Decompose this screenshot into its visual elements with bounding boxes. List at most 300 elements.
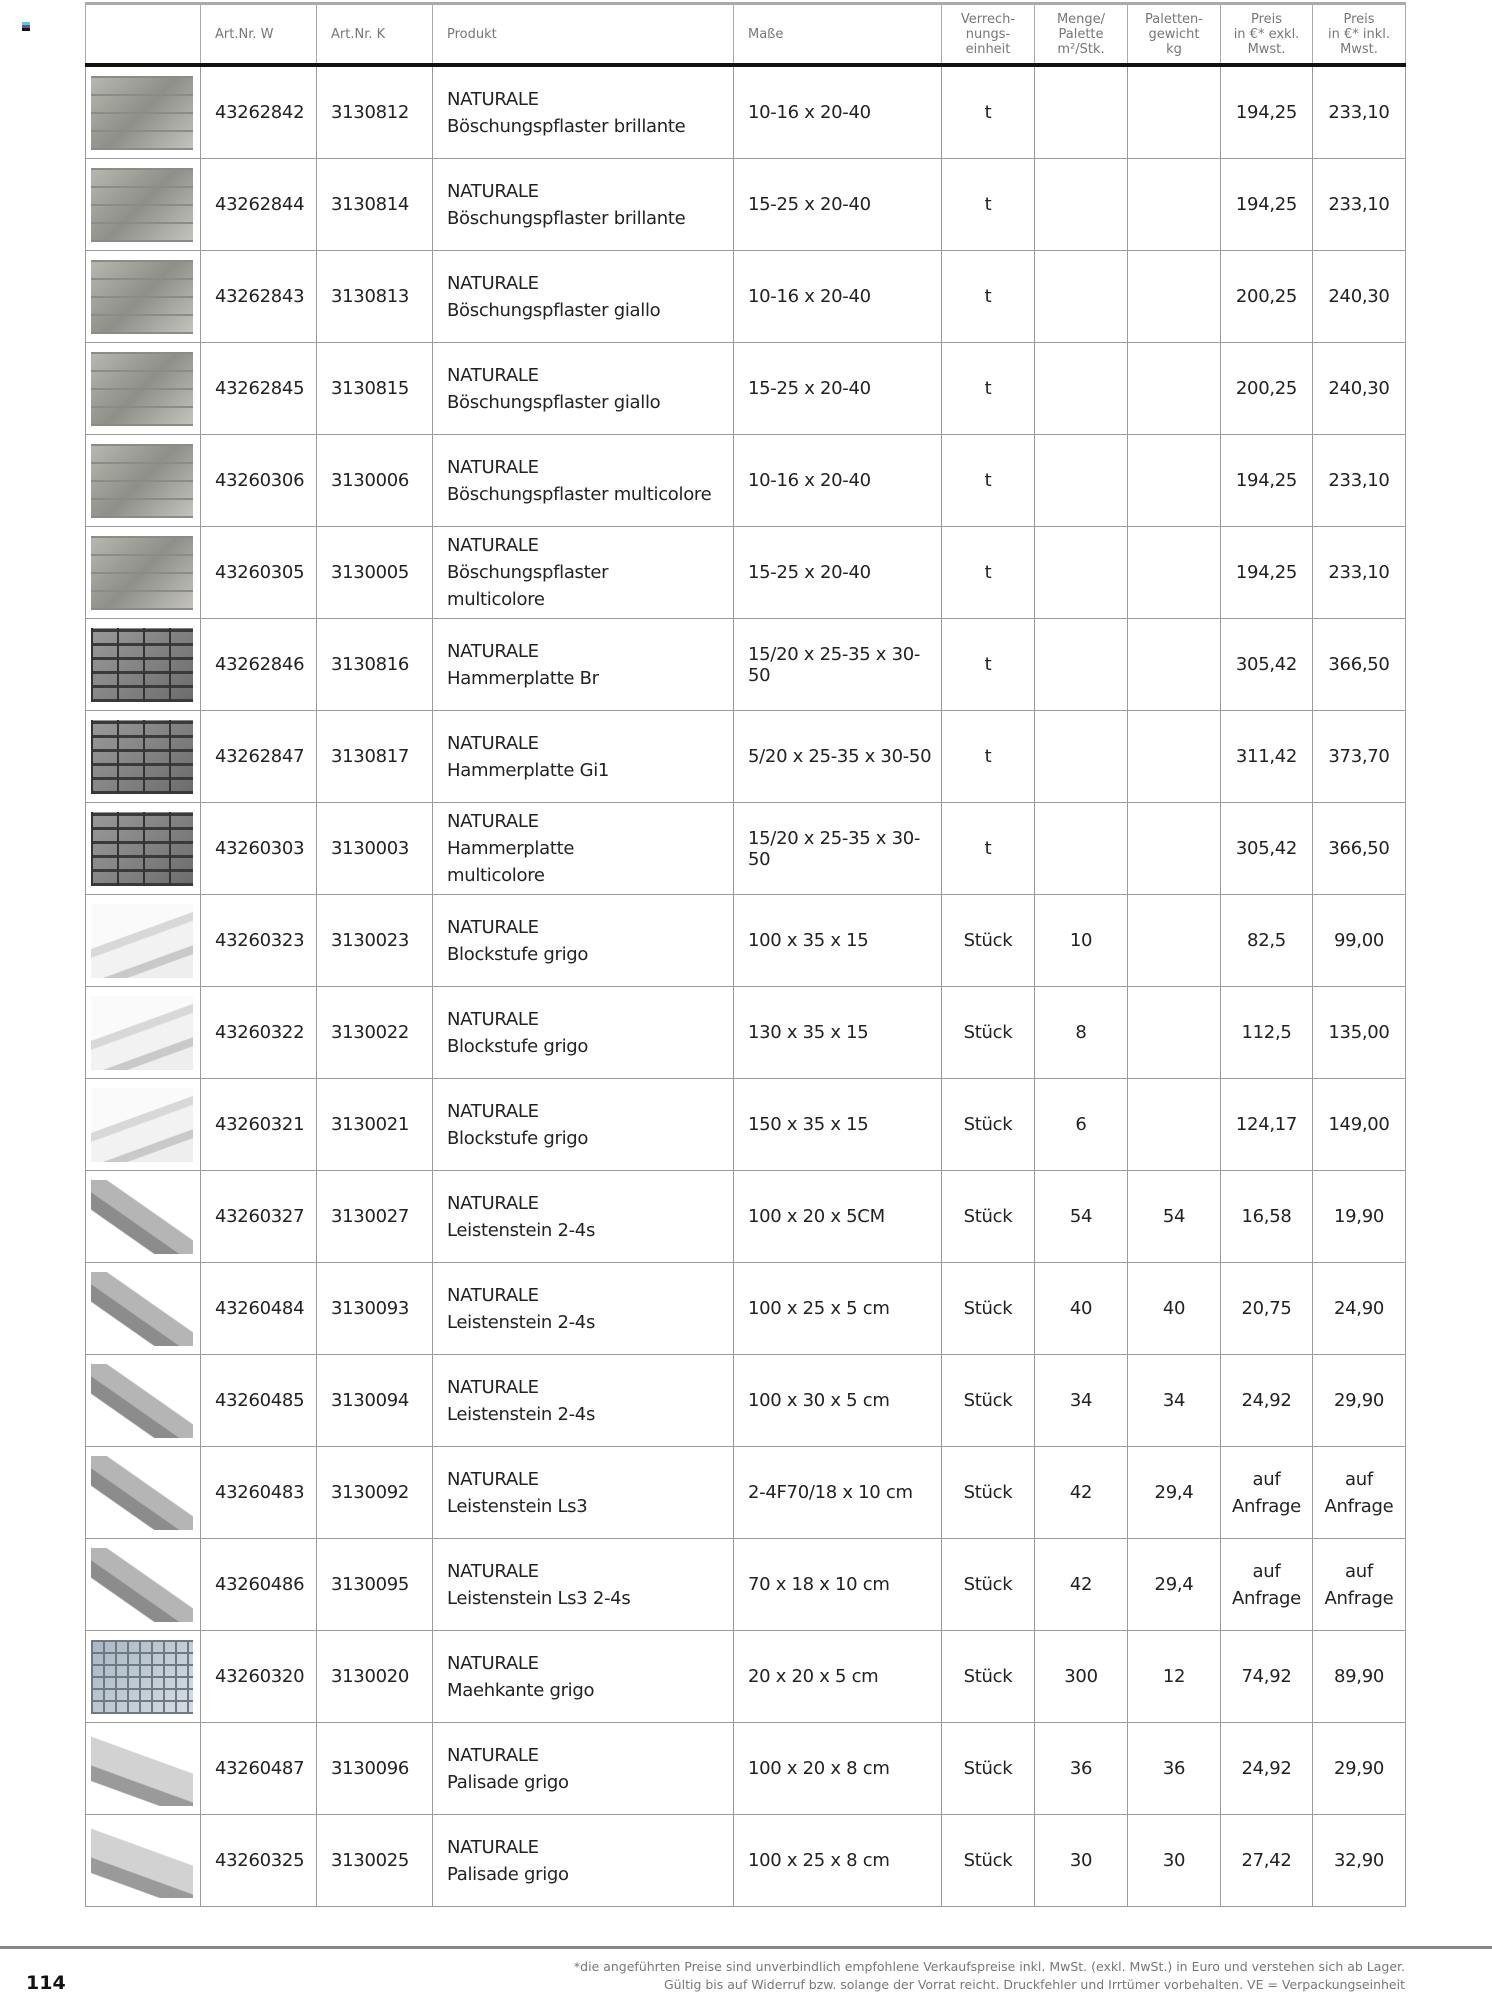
product-name-line: Leistenstein 2-4s — [447, 1219, 596, 1241]
price-incl-vat: 29,90 — [1313, 1723, 1406, 1815]
art-nr-w: 43262844 — [201, 159, 317, 251]
price-incl-vat: 233,10 — [1313, 159, 1406, 251]
art-nr-k: 3130096 — [317, 1723, 433, 1815]
art-nr-k: 3130025 — [317, 1815, 433, 1907]
billing-unit: Stück — [942, 1171, 1035, 1263]
product-name-line: Hammerplatte Gi1 — [447, 759, 610, 781]
quantity-per-pallet — [1035, 159, 1128, 251]
dimensions: 130 x 35 x 15 — [734, 987, 942, 1079]
table-row — [86, 1447, 1406, 1539]
product-image-cell — [86, 803, 201, 895]
product-image-cell — [86, 1263, 201, 1355]
art-nr-k: 3130813 — [317, 251, 433, 343]
footer-note-line-2: Gültig bis auf Widerruf bzw. solange der Vorrat reicht. Druckfehler und Irrtümer vorbehalten. VE = Verpackungseinheit — [664, 1977, 1405, 1992]
pallet-weight: 34 — [1128, 1355, 1221, 1447]
price-incl-vat: 32,90 — [1313, 1815, 1406, 1907]
price-excl-vat: 305,42 — [1221, 619, 1313, 711]
table-row — [86, 1631, 1406, 1723]
product-image-cell — [86, 1079, 201, 1171]
product-image-cell — [86, 1171, 201, 1263]
table-row — [86, 987, 1406, 1079]
price-excl-vat: 200,25 — [1221, 343, 1313, 435]
price-excl-vat: 82,5 — [1221, 895, 1313, 987]
product-image-cell — [86, 1447, 201, 1539]
billing-unit: t — [942, 527, 1035, 619]
price-excl-vat: 194,25 — [1221, 159, 1313, 251]
dimensions: 2-4F70/18 x 10 cm — [734, 1447, 942, 1539]
product-name — [433, 1723, 734, 1815]
table-row — [86, 1263, 1406, 1355]
quantity-per-pallet — [1035, 343, 1128, 435]
pallet-weight — [1128, 435, 1221, 527]
table-row — [86, 343, 1406, 435]
price-incl-vat: 233,10 — [1313, 435, 1406, 527]
product-image-cell — [86, 65, 201, 159]
product-image-cell — [86, 1631, 201, 1723]
price-excl-vat: 112,5 — [1221, 987, 1313, 1079]
art-nr-w: 43260305 — [201, 527, 317, 619]
pallet-weight — [1128, 895, 1221, 987]
product-image-cell — [86, 251, 201, 343]
pallet-weight — [1128, 343, 1221, 435]
product-name-line: Blockstufe grigo — [447, 943, 589, 965]
product-image-cell — [86, 895, 201, 987]
price-excl-vat: 74,92 — [1221, 1631, 1313, 1723]
price-excl-vat: 311,42 — [1221, 711, 1313, 803]
pallet-weight: 54 — [1128, 1171, 1221, 1263]
product-image-cell — [86, 435, 201, 527]
billing-unit: Stück — [942, 1447, 1035, 1539]
product-image-cell — [86, 987, 201, 1079]
product-name — [433, 251, 734, 343]
billing-unit: Stück — [942, 1723, 1035, 1815]
product-thumbnail — [91, 1456, 193, 1530]
dimensions: 15-25 x 20-40 — [734, 527, 942, 619]
product-image-cell — [86, 159, 201, 251]
dimensions: 150 x 35 x 15 — [734, 1079, 942, 1171]
price-excl-vat: 305,42 — [1221, 803, 1313, 895]
product-image-cell — [86, 1723, 201, 1815]
price-excl-vat: 124,17 — [1221, 1079, 1313, 1171]
product-brand: NATURALE — [447, 1376, 539, 1398]
price-incl-vat: 135,00 — [1313, 987, 1406, 1079]
product-brand: NATURALE — [447, 180, 539, 202]
art-nr-w: 43262842 — [201, 65, 317, 159]
product-thumbnail — [91, 812, 193, 886]
billing-unit: t — [942, 803, 1035, 895]
art-nr-k: 3130020 — [317, 1631, 433, 1723]
price-excl-vat: 20,75 — [1221, 1263, 1313, 1355]
pallet-weight — [1128, 251, 1221, 343]
price-excl-vat: auf Anfrage — [1221, 1447, 1313, 1539]
product-name-line: Palisade grigo — [447, 1771, 569, 1793]
product-brand: NATURALE — [447, 1652, 539, 1674]
product-name-line: Palisade grigo — [447, 1863, 569, 1885]
header-menge-palette: Menge/ Palette m²/Stk. — [1035, 4, 1128, 66]
art-nr-w: 43260327 — [201, 1171, 317, 1263]
footer-divider — [0, 1946, 1492, 1949]
quantity-per-pallet: 36 — [1035, 1723, 1128, 1815]
art-nr-w: 43260306 — [201, 435, 317, 527]
product-thumbnail — [91, 536, 193, 610]
quantity-per-pallet — [1035, 619, 1128, 711]
table-header-row — [86, 4, 1406, 66]
product-thumbnail — [91, 1640, 193, 1714]
product-name-line: Blockstufe grigo — [447, 1127, 589, 1149]
product-name — [433, 803, 734, 895]
art-nr-k: 3130094 — [317, 1355, 433, 1447]
price-incl-vat: 233,10 — [1313, 527, 1406, 619]
price-excl-vat: 24,92 — [1221, 1723, 1313, 1815]
quantity-per-pallet: 42 — [1035, 1539, 1128, 1631]
table-row — [86, 803, 1406, 895]
table-row — [86, 619, 1406, 711]
quantity-per-pallet: 40 — [1035, 1263, 1128, 1355]
price-incl-vat: 366,50 — [1313, 803, 1406, 895]
billing-unit: t — [942, 619, 1035, 711]
price-incl-vat: 240,30 — [1313, 343, 1406, 435]
pallet-weight — [1128, 159, 1221, 251]
product-name — [433, 159, 734, 251]
dimensions: 10-16 x 20-40 — [734, 251, 942, 343]
art-nr-k: 3130817 — [317, 711, 433, 803]
product-image-cell — [86, 1539, 201, 1631]
art-nr-w: 43260323 — [201, 895, 317, 987]
price-incl-vat: auf Anfrage — [1313, 1539, 1406, 1631]
product-name-line: Leistenstein Ls3 2-4s — [447, 1587, 631, 1609]
product-brand: NATURALE — [447, 1468, 539, 1490]
product-thumbnail — [91, 1732, 193, 1806]
art-nr-w: 43260322 — [201, 987, 317, 1079]
product-name-line: Böschungspflaster brillante — [447, 115, 686, 137]
product-name-line: Böschungspflaster multicolore — [447, 483, 712, 505]
product-thumbnail — [91, 904, 193, 978]
art-nr-w: 43260325 — [201, 1815, 317, 1907]
product-thumbnail — [91, 628, 193, 702]
footer-note — [574, 1958, 1405, 1994]
pallet-weight — [1128, 527, 1221, 619]
art-nr-k: 3130022 — [317, 987, 433, 1079]
price-incl-vat: 373,70 — [1313, 711, 1406, 803]
pallet-weight — [1128, 803, 1221, 895]
pallet-weight — [1128, 987, 1221, 1079]
dimensions: 15-25 x 20-40 — [734, 343, 942, 435]
product-brand: NATURALE — [447, 88, 539, 110]
billing-unit: t — [942, 435, 1035, 527]
price-incl-vat: 366,50 — [1313, 619, 1406, 711]
product-brand: NATURALE — [447, 1008, 539, 1030]
product-price-table — [85, 2, 1406, 1907]
product-brand: NATURALE — [447, 640, 539, 662]
art-nr-w: 43260321 — [201, 1079, 317, 1171]
product-name-line: Böschungspflaster brillante — [447, 207, 686, 229]
quantity-per-pallet: 34 — [1035, 1355, 1128, 1447]
dimensions: 15/20 x 25-35 x 30-50 — [734, 803, 942, 895]
quantity-per-pallet: 30 — [1035, 1815, 1128, 1907]
product-name — [433, 1447, 734, 1539]
art-nr-k: 3130021 — [317, 1079, 433, 1171]
billing-unit: Stück — [942, 1263, 1035, 1355]
product-brand: NATURALE — [447, 916, 539, 938]
price-incl-vat: 240,30 — [1313, 251, 1406, 343]
price-excl-vat: 194,25 — [1221, 527, 1313, 619]
art-nr-k: 3130095 — [317, 1539, 433, 1631]
price-incl-vat: 99,00 — [1313, 895, 1406, 987]
billing-unit: Stück — [942, 1079, 1035, 1171]
product-name — [433, 527, 734, 619]
billing-unit: Stück — [942, 1631, 1035, 1723]
product-brand: NATURALE — [447, 732, 539, 754]
table-row — [86, 1723, 1406, 1815]
quantity-per-pallet — [1035, 711, 1128, 803]
billing-unit: Stück — [942, 1355, 1035, 1447]
table-row — [86, 65, 1406, 159]
table-row — [86, 1171, 1406, 1263]
dimensions: 100 x 25 x 8 cm — [734, 1815, 942, 1907]
product-image-cell — [86, 711, 201, 803]
dimensions: 100 x 30 x 5 cm — [734, 1355, 942, 1447]
product-brand: NATURALE — [447, 535, 539, 556]
product-thumbnail — [91, 1548, 193, 1622]
table-row — [86, 1355, 1406, 1447]
product-brand: NATURALE — [447, 811, 539, 832]
product-image-cell — [86, 343, 201, 435]
header-masse: Maße — [734, 4, 942, 66]
footer-note-line-1: *die angeführten Preise sind unverbindlich empfohlene Verkaufspreise inkl. MwSt. (exkl. MwSt.) in Euro und verstehen sich ab Lager. — [573, 1959, 1405, 1974]
dimensions: 15/20 x 25-35 x 30-50 — [734, 619, 942, 711]
product-name-line: Blockstufe grigo — [447, 1035, 589, 1057]
product-name — [433, 619, 734, 711]
price-incl-vat: 19,90 — [1313, 1171, 1406, 1263]
table-row — [86, 711, 1406, 803]
table-row — [86, 435, 1406, 527]
dimensions: 5/20 x 25-35 x 30-50 — [734, 711, 942, 803]
pallet-weight — [1128, 619, 1221, 711]
pallet-weight — [1128, 711, 1221, 803]
product-brand: NATURALE — [447, 1100, 539, 1122]
product-name-line: multicolore — [447, 589, 545, 610]
product-thumbnail — [91, 444, 193, 518]
price-excl-vat: 16,58 — [1221, 1171, 1313, 1263]
page-number: 114 — [26, 1972, 66, 1994]
billing-unit: t — [942, 251, 1035, 343]
header-verrechnungseinheit: Verrech- nungs- einheit — [942, 4, 1035, 66]
dimensions: 15-25 x 20-40 — [734, 159, 942, 251]
product-image-cell — [86, 619, 201, 711]
quantity-per-pallet: 6 — [1035, 1079, 1128, 1171]
art-nr-w: 43260303 — [201, 803, 317, 895]
art-nr-w: 43260487 — [201, 1723, 317, 1815]
product-name-line: multicolore — [447, 865, 545, 886]
product-name — [433, 343, 734, 435]
product-brand: NATURALE — [447, 272, 539, 294]
price-excl-vat: 194,25 — [1221, 435, 1313, 527]
product-image-cell — [86, 1355, 201, 1447]
billing-unit: t — [942, 159, 1035, 251]
quantity-per-pallet — [1035, 527, 1128, 619]
product-name-line: Leistenstein Ls3 — [447, 1495, 588, 1517]
quantity-per-pallet — [1035, 803, 1128, 895]
art-nr-w: 43260485 — [201, 1355, 317, 1447]
pallet-weight — [1128, 1079, 1221, 1171]
art-nr-k: 3130005 — [317, 527, 433, 619]
quantity-per-pallet: 10 — [1035, 895, 1128, 987]
product-thumbnail — [91, 1364, 193, 1438]
art-nr-w: 43260486 — [201, 1539, 317, 1631]
pallet-weight — [1128, 65, 1221, 159]
product-thumbnail — [91, 1272, 193, 1346]
product-thumbnail — [91, 168, 193, 242]
art-nr-k: 3130814 — [317, 159, 433, 251]
product-name — [433, 65, 734, 159]
product-name — [433, 1815, 734, 1907]
art-nr-k: 3130006 — [317, 435, 433, 527]
dimensions: 100 x 20 x 5CM — [734, 1171, 942, 1263]
dimensions: 100 x 25 x 5 cm — [734, 1263, 942, 1355]
product-image-cell — [86, 527, 201, 619]
dimensions: 100 x 20 x 8 cm — [734, 1723, 942, 1815]
product-name — [433, 1263, 734, 1355]
price-incl-vat: 149,00 — [1313, 1079, 1406, 1171]
print-color-mark — [22, 22, 30, 31]
table-row — [86, 895, 1406, 987]
quantity-per-pallet — [1035, 435, 1128, 527]
quantity-per-pallet: 8 — [1035, 987, 1128, 1079]
product-name-line: Böschungspflaster — [447, 562, 609, 583]
dimensions: 10-16 x 20-40 — [734, 435, 942, 527]
dimensions: 100 x 35 x 15 — [734, 895, 942, 987]
product-name — [433, 1079, 734, 1171]
pallet-weight: 40 — [1128, 1263, 1221, 1355]
art-nr-w: 43260484 — [201, 1263, 317, 1355]
price-incl-vat: 233,10 — [1313, 65, 1406, 159]
pallet-weight: 12 — [1128, 1631, 1221, 1723]
quantity-per-pallet: 54 — [1035, 1171, 1128, 1263]
pallet-weight: 29,4 — [1128, 1447, 1221, 1539]
product-name — [433, 1171, 734, 1263]
product-brand: NATURALE — [447, 1744, 539, 1766]
product-brand: NATURALE — [447, 1192, 539, 1214]
product-name — [433, 1539, 734, 1631]
product-brand: NATURALE — [447, 1284, 539, 1306]
product-name-line: Hammerplatte Br — [447, 667, 599, 689]
art-nr-k: 3130092 — [317, 1447, 433, 1539]
quantity-per-pallet — [1035, 251, 1128, 343]
billing-unit: t — [942, 343, 1035, 435]
header-image — [86, 4, 201, 66]
header-produkt: Produkt — [433, 4, 734, 66]
price-incl-vat: auf Anfrage — [1313, 1447, 1406, 1539]
product-name — [433, 435, 734, 527]
quantity-per-pallet: 300 — [1035, 1631, 1128, 1723]
quantity-per-pallet: 42 — [1035, 1447, 1128, 1539]
art-nr-k: 3130027 — [317, 1171, 433, 1263]
product-name-line: Maehkante grigo — [447, 1679, 595, 1701]
product-name — [433, 895, 734, 987]
product-brand: NATURALE — [447, 364, 539, 386]
product-name-line: Böschungspflaster giallo — [447, 391, 661, 413]
table-row — [86, 1079, 1406, 1171]
pallet-weight: 36 — [1128, 1723, 1221, 1815]
product-brand: NATURALE — [447, 456, 539, 478]
art-nr-k: 3130093 — [317, 1263, 433, 1355]
table-row — [86, 1539, 1406, 1631]
table-body — [86, 65, 1406, 1907]
header-preis-exkl: Preis in €* exkl. Mwst. — [1221, 4, 1313, 66]
dimensions: 10-16 x 20-40 — [734, 65, 942, 159]
dimensions: 70 x 18 x 10 cm — [734, 1539, 942, 1631]
pallet-weight: 30 — [1128, 1815, 1221, 1907]
price-incl-vat: 29,90 — [1313, 1355, 1406, 1447]
art-nr-k: 3130816 — [317, 619, 433, 711]
art-nr-k: 3130815 — [317, 343, 433, 435]
quantity-per-pallet — [1035, 65, 1128, 159]
art-nr-k: 3130812 — [317, 65, 433, 159]
price-incl-vat: 24,90 — [1313, 1263, 1406, 1355]
product-thumbnail — [91, 1088, 193, 1162]
product-name — [433, 711, 734, 803]
price-excl-vat: 24,92 — [1221, 1355, 1313, 1447]
table-row — [86, 251, 1406, 343]
art-nr-k: 3130003 — [317, 803, 433, 895]
billing-unit: Stück — [942, 987, 1035, 1079]
product-name-line: Leistenstein 2-4s — [447, 1403, 596, 1425]
art-nr-w: 43262847 — [201, 711, 317, 803]
header-art-nr-k: Art.Nr. K — [317, 4, 433, 66]
product-brand: NATURALE — [447, 1836, 539, 1858]
header-art-nr-w: Art.Nr. W — [201, 4, 317, 66]
header-palettengewicht: Paletten- gewicht kg — [1128, 4, 1221, 66]
art-nr-w: 43262845 — [201, 343, 317, 435]
table-row — [86, 1815, 1406, 1907]
product-thumbnail — [91, 1180, 193, 1254]
product-thumbnail — [91, 996, 193, 1070]
product-thumbnail — [91, 720, 193, 794]
price-excl-vat: 27,42 — [1221, 1815, 1313, 1907]
product-name — [433, 1355, 734, 1447]
art-nr-w: 43260483 — [201, 1447, 317, 1539]
product-thumbnail — [91, 352, 193, 426]
art-nr-w: 43262846 — [201, 619, 317, 711]
header-preis-inkl: Preis in €* inkl. Mwst. — [1313, 4, 1406, 66]
table-row — [86, 159, 1406, 251]
product-name-line: Leistenstein 2-4s — [447, 1311, 596, 1333]
billing-unit: Stück — [942, 895, 1035, 987]
pallet-weight: 29,4 — [1128, 1539, 1221, 1631]
product-thumbnail — [91, 260, 193, 334]
billing-unit: Stück — [942, 1815, 1035, 1907]
price-incl-vat: 89,90 — [1313, 1631, 1406, 1723]
billing-unit: t — [942, 65, 1035, 159]
art-nr-k: 3130023 — [317, 895, 433, 987]
product-name-line: Böschungspflaster giallo — [447, 299, 661, 321]
art-nr-w: 43260320 — [201, 1631, 317, 1723]
table-row — [86, 527, 1406, 619]
price-excl-vat: 200,25 — [1221, 251, 1313, 343]
price-excl-vat: auf Anfrage — [1221, 1539, 1313, 1631]
art-nr-w: 43262843 — [201, 251, 317, 343]
billing-unit: Stück — [942, 1539, 1035, 1631]
product-name-line: Hammerplatte — [447, 838, 575, 859]
product-name — [433, 987, 734, 1079]
billing-unit: t — [942, 711, 1035, 803]
product-brand: NATURALE — [447, 1560, 539, 1582]
product-image-cell — [86, 1815, 201, 1907]
price-excl-vat: 194,25 — [1221, 65, 1313, 159]
dimensions: 20 x 20 x 5 cm — [734, 1631, 942, 1723]
product-thumbnail — [91, 1824, 193, 1898]
product-thumbnail — [91, 76, 193, 150]
